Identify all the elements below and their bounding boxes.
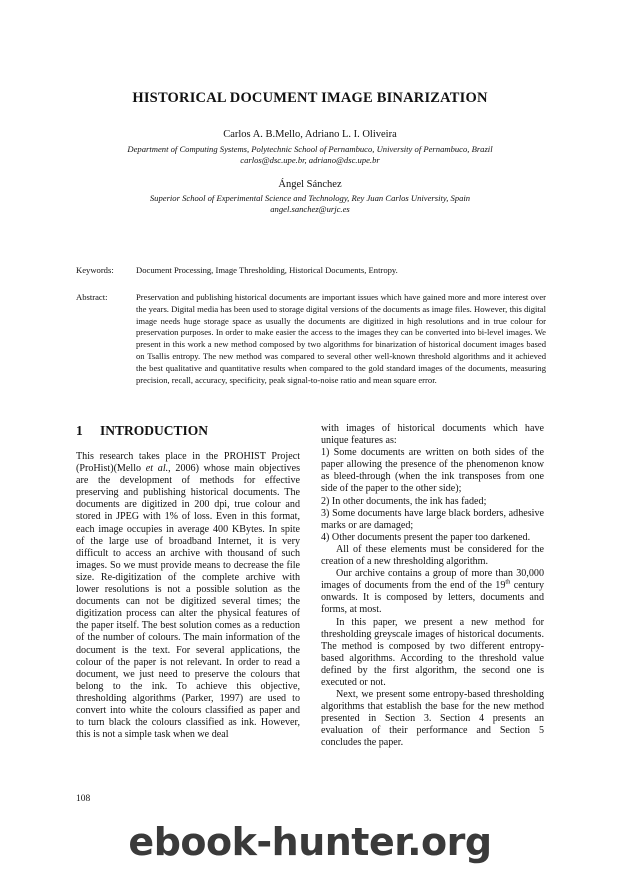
et-al: et al. [145,463,169,475]
paragraph-outline: Next, we present some entropy-based thresholding algorithms that establish the base for the new method presented in Section 3. Section 4 presents an evaluation of their performance and Section 5 concludes the paper. [321,689,544,749]
keywords-label: Keywords: [76,265,114,275]
abstract-text: Preservation and publishing historical documents are important issues which have gained more and more interest over the years. Digital media has been used to storage digital versions of the documents as image files. However, this digital image needs huge storage space as usually the documents are digitized in high resolutions and in true colour for preservation purposes. In order to make easier the access to the images they can be converted into bi-level images. We present in this work a new method composed by two algorithms for binarization of historical document images based on Tsallis entropy. The new method was compared to several other well-known threshold algorithms and it achieved the best qualitative and quantitative results when compared to the gold standard images of the documents, measuring precision, recall, accuracy, specificity, peak signal-to-noise ratio and mean square error. [136,292,546,385]
right-column [321,423,544,750]
intro-text-a: This research takes place in the PROHIST Project (ProHist)(Mello [76,451,300,475]
feature-item-3: 3) Some documents have large black borders, adhesive marks or are damaged; [321,507,544,531]
features-intro: with images of historical documents which have unique features as: [321,423,544,447]
affiliation-2: Superior School of Experimental Science and Technology, Rey Juan Carlos University, Spain [149,193,471,203]
paragraph-archive [321,568,544,616]
intro-text-b: , 2006) whose main objectives are the development of methods for effective preserving and publishing historical documents. The documents are digitized in 200 dpi, true colour and stored in JPEG with 1% of loss. Even in this format, each image occupies in average 400 KBytes. In spite of the large use of broadband Internet, it is very difficult to access an archive with thousand of such images. So we must provide means to decrease the file size. Re-digitization of the complete archive with lower resolutions is not a possible solution as the documents can not be digitized several times; the digitization process can alter the physical features of the paper itself. The best solution comes as a reduction of the number of colours. The main information of the document is the text. For several applications, the colour of the paper is not relevant. In order to read a document, we just need to preserve the colours that belong to the ink. To achieve this objective, thresholding algorithms (Parker, 1997) are used to convert into white the colours classified as paper and to turn black the colours classified as ink. However, this is not a simple task when we deal [76,463,300,741]
feature-item-2: 2) In other documents, the ink has faded; [321,495,487,507]
archive-text-b: century onwards. It is composed by letters, documents and forms, at most. [321,580,544,616]
keywords-row [76,265,546,279]
feature-item-1: 1) Some documents are written on both sides of the paper allowing the presence of the phenomenon know as bleed-through (when the ink transposes from one side of the paper to the other side); [321,447,544,495]
section-title: INTRODUCTION [100,423,209,438]
author-names-1: Carlos A. B.Mello, Adriano L. I. Oliveira [223,129,397,140]
paragraph-method: In this paper, we present a new method for thresholding greyscale images of historical documents. The method is composed by two different entropy-based algorithms. According to the threshold value defined by the first algorithm, the second one is executed or not. [321,616,544,688]
author-names-2: Ángel Sánchez [278,179,342,190]
page-number: 108 [76,794,91,804]
intro-paragraph-1 [76,451,300,741]
feature-item-4: 4) Other documents present the paper too darkened. [321,531,531,543]
archive-text-a: Our archive contains a group of more than 30,000 images of documents from the end of the 19 [321,568,544,592]
paragraph-considered: All of these elements must be considered for the creation of a new thresholding algorithm. [321,543,544,568]
superscript-th: th [505,578,511,586]
keywords-text: Document Processing, Image Thresholding, Historical Documents, Entropy. [136,265,398,275]
affiliation-1: Department of Computing Systems, Polytechnic School of Pernambuco, University of Pernambuco, Brazil [127,144,493,154]
paper-title: HISTORICAL DOCUMENT IMAGE BINARIZATION [132,90,488,106]
email-2: angel.sanchez@urjc.es [270,204,350,214]
watermark-text: ebook-hunter.org [128,820,492,864]
abstract-row [76,292,546,392]
section-heading [76,423,208,439]
left-column [76,451,300,741]
abstract-label: Abstract: [76,292,108,302]
email-1: carlos@dsc.upe.br, adriano@dsc.upe.br [240,155,380,165]
section-number: 1 [76,423,83,438]
